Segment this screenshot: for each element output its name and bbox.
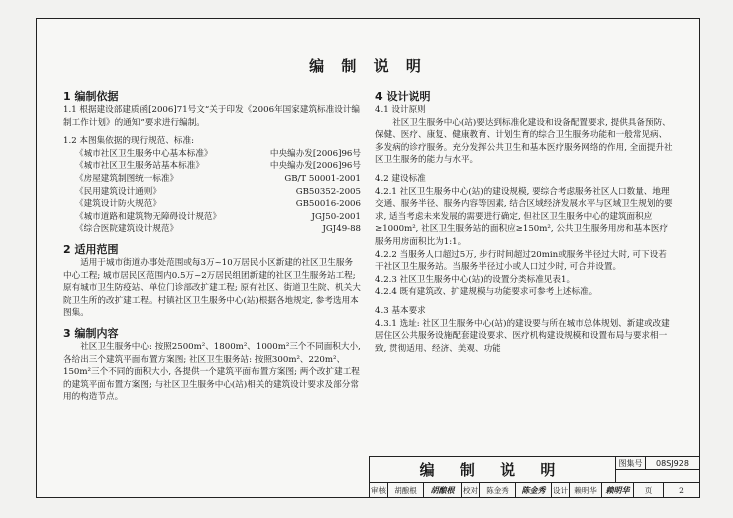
section-4-2-3: 4.2.3 社区卫生服务中心(站)的设置分类标准见表1。 xyxy=(375,274,576,285)
atlas-number-label: 图集号 xyxy=(616,457,646,470)
section-4-heading: 4 设计说明 xyxy=(375,90,431,103)
section-1-heading: 1 编制依据 xyxy=(63,90,119,103)
section-2-text: 适用于城市街道办事处范围或每3万~10万居民小区新建的社区卫生服务中心工程; 城市居民区范围内0.5万~2万居民组团新建的社区卫生服务站工程; 原有城市卫生防疫站、单位门诊部改扩建工程; 原有社区、街道卫生院、机关大院卫生所的改扩建工程。村镇社区卫生服务中心(站)根据各地规定, 参考选用本图集。 xyxy=(63,257,361,319)
standard-code: JGJ50-2001 xyxy=(311,211,361,222)
left-column xyxy=(63,89,361,404)
proofer-signature: 陈金秀 xyxy=(516,483,552,498)
title-block-title: 编 制 说 明 xyxy=(370,457,616,483)
standard-code: GB/T 50001-2001 xyxy=(284,173,361,184)
proof-label: 校对 xyxy=(462,483,480,498)
designer-name: 赖明华 xyxy=(570,483,602,498)
standard-item xyxy=(63,198,361,211)
standard-name: 《综合医院建筑设计规范》 xyxy=(75,224,179,235)
page-title: 编 制 说 明 xyxy=(309,57,427,75)
standard-code: GB50016-2006 xyxy=(295,199,361,210)
section-4-1-text: 社区卫生服务中心(站)要达到标准化建设和设备配置要求, 提供具备预防、保健、医疗、康复、健康教育、计划生育的综合卫生服务功能和一般常见病、多发病的诊疗服务。充分发挥公共卫生和基本医疗服务网络的作用, 全面提升社区卫生服务的能力与水平。 xyxy=(375,117,673,166)
standard-name: 《城市社区卫生服务站基本标准》 xyxy=(75,161,204,172)
reviewer-signature: 胡酿根 xyxy=(424,483,462,498)
standard-name: 《城市社区卫生服务中心基本标准》 xyxy=(75,148,213,159)
review-label: 审核 xyxy=(370,483,388,498)
signature-row xyxy=(370,483,700,498)
standard-item xyxy=(63,211,361,224)
standard-name: 《城市道路和建筑物无障碍设计规范》 xyxy=(75,211,222,222)
reviewer-name: 胡酿根 xyxy=(388,483,424,498)
standard-item xyxy=(63,160,361,173)
section-4-1-title: 4.1 设计原则 xyxy=(375,105,426,115)
standard-code: GB50352-2005 xyxy=(295,186,361,197)
section-4-2-2: 4.2.2 当服务人口超过5万, 步行时间超过20min或服务半径过大时, 可下设若干社区卫生服务站。当服务半径过小或人口过少时, 可合并设置。 xyxy=(375,249,667,273)
standard-name: 《民用建筑设计通则》 xyxy=(75,186,161,197)
section-2-heading: 2 适用范围 xyxy=(63,242,119,256)
standard-code: 中央编办发[2006]96号 xyxy=(269,148,361,159)
section-4-3-title: 4.3 基本要求 xyxy=(375,305,426,316)
section-4-2-4: 4.2.4 既有建筑改、扩建规模与功能要求可参考上述标准。 xyxy=(375,287,598,298)
section-3-text: 社区卫生服务中心: 按照2500m²、1800m²、1000m²三个不同面积大小, 各给出三个建筑平面布置方案图; 社区卫生服务站: 按照300m²、220m²、150m²三个不同的面积大小, 各提供一个建筑平面布置方案图; 两个改扩建工程的建筑平面布置方案图; 与社区卫生服务中心(站)相关的建筑设计要求及部分常用的构造节点。 xyxy=(63,341,361,403)
page-number: 2 xyxy=(664,483,700,498)
section-1-1: 1.1 根据建设部建质函[2006]71号文“关于印发《2006年国家建筑标准设计编制工作计划》的通知”要求进行编制。 xyxy=(63,105,361,128)
section-3-heading: 3 编制内容 xyxy=(63,326,119,340)
proofer-name: 陈金秀 xyxy=(480,483,516,498)
standard-item xyxy=(63,148,361,161)
designer-signature: 赖明华 xyxy=(602,483,634,498)
section-4-2-title: 4.2 建设标准 xyxy=(375,173,426,184)
atlas-number: 08SJ928 xyxy=(646,457,700,470)
standard-code: JGJ49-88 xyxy=(322,224,361,235)
title-block xyxy=(369,456,699,497)
standard-name: 《房屋建筑制图统一标准》 xyxy=(75,173,179,184)
standard-name: 《建筑设计防火规范》 xyxy=(75,199,161,210)
design-label: 设计 xyxy=(552,483,570,498)
standard-item xyxy=(63,173,361,186)
section-1-2: 1.2 本图集依据的现行规范、标准: xyxy=(63,136,195,147)
section-4-3-1: 4.3.1 选址: 社区卫生服务中心(站)的建设要与所在城市总体规划、新建或改建居住区公共服务设施配套建设要求、医疗机构建设规模和设置布局与要求相一致, 贯彻适用、经济、美观、功能 xyxy=(375,318,670,354)
standard-code: 中央编办发[2006]96号 xyxy=(269,161,361,172)
section-4-2-1: 4.2.1 社区卫生服务中心(站)的建设规模, 要综合考虑服务社区人口数量、地理交通、服务半径、服务内容等因素, 结合区域经济发展水平与区域卫生规划的要求, 适当考虑未来发展的需要进行确定, 但社区卫生服务中心的建筑面积应≥1000m², 社区卫生服务站的面积应≥150m², 公共卫生服务用房和基本医疗服务用房面积比为1:1。 xyxy=(375,186,673,247)
drawing-sheet xyxy=(36,18,700,498)
page-label: 页 xyxy=(634,483,664,498)
standard-item xyxy=(63,223,361,236)
standard-item xyxy=(63,186,361,199)
right-column xyxy=(375,89,675,355)
